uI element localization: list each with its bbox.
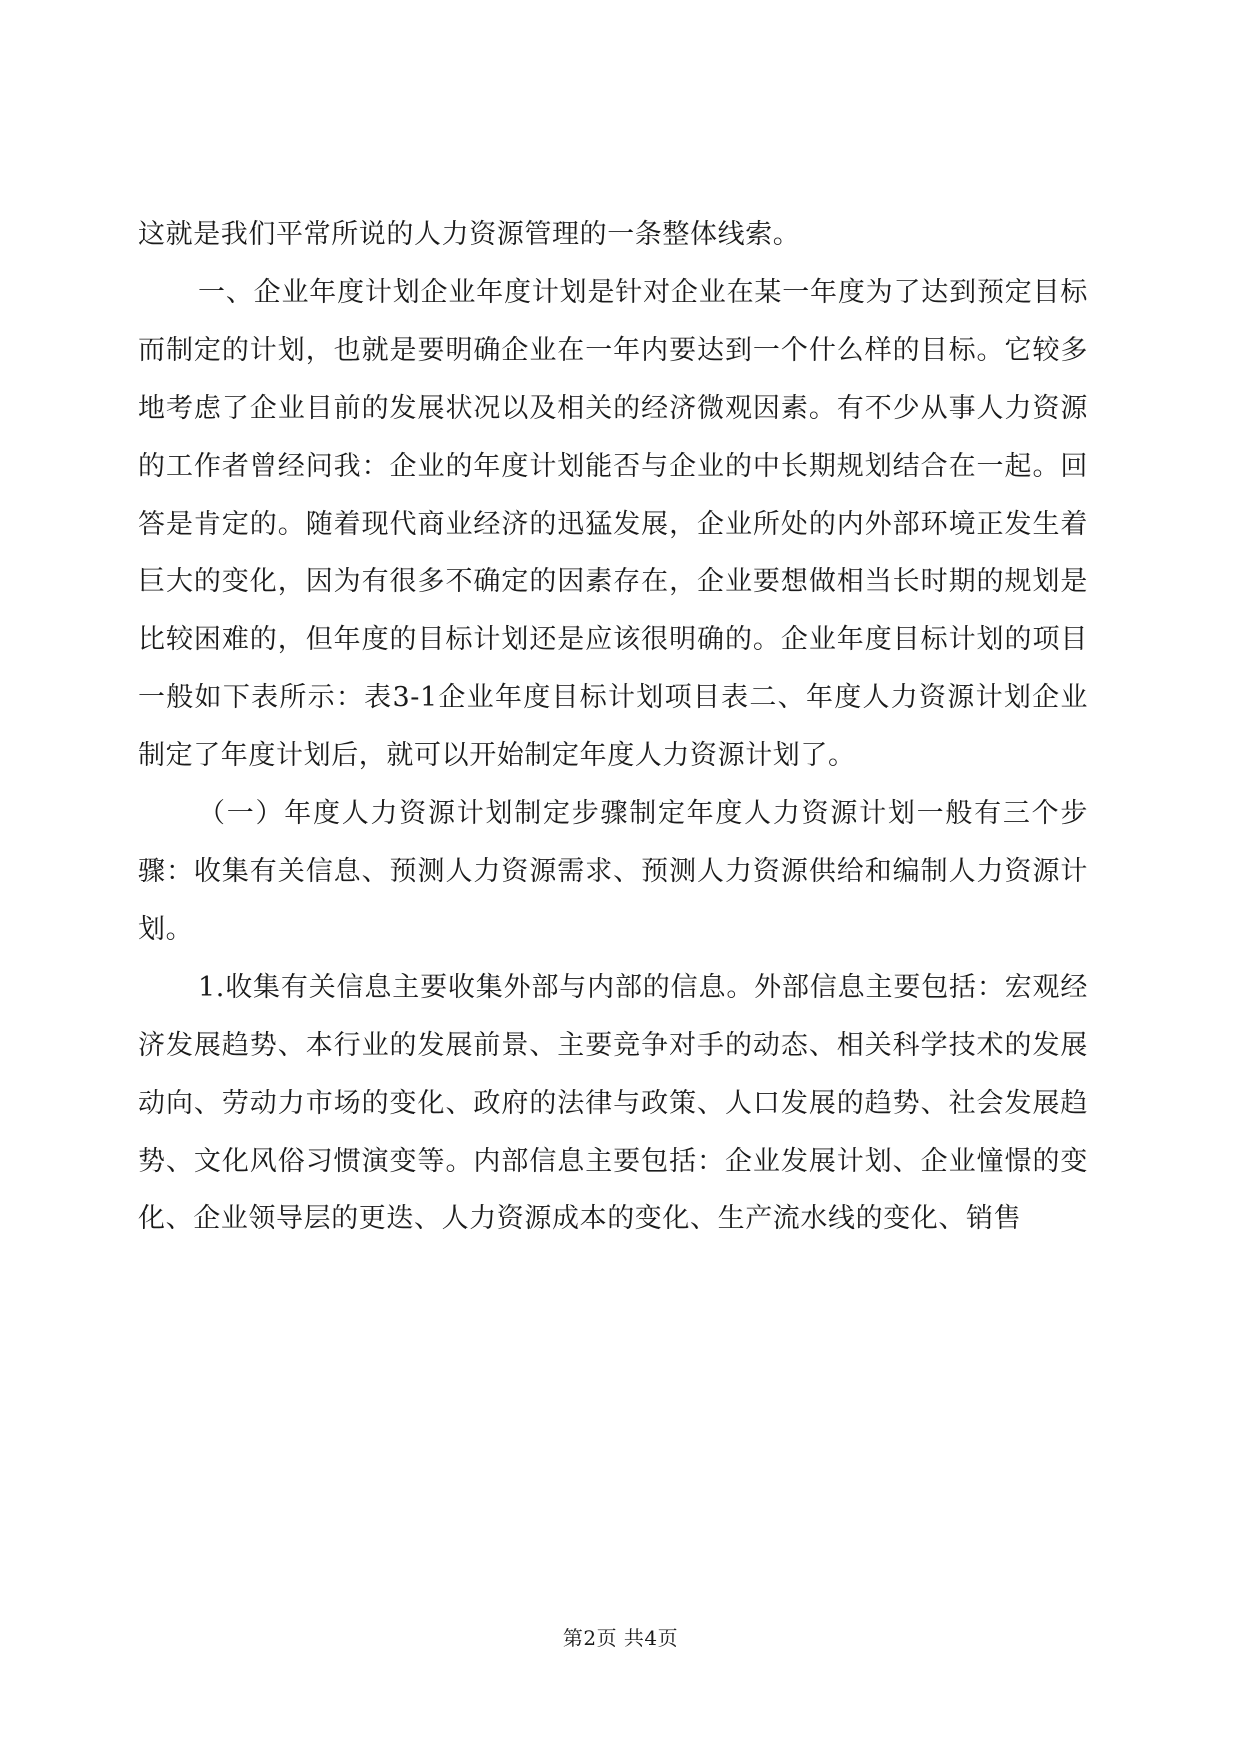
document-body bbox=[138, 206, 1088, 1248]
paragraph-continuation: 这就是我们平常所说的人力资源管理的一条整体线索。 bbox=[138, 219, 801, 250]
page-number-footer: 第2页 共4页 bbox=[562, 1626, 679, 1650]
paragraph-collect-information: 1.收集有关信息主要收集外部与内部的信息。外部信息主要包括：宏观经济发展趋势、本行业的发展前景、主要竞争对手的动态、相关科学技术的发展动向、劳动力市场的变化、政府的法律与政策、人口发展的趋势、社会发展趋势、文化风俗习惯演变等。内部信息主要包括：企业发展计划、企业憧憬的变化、企业领导层的更迭、人力资源成本的变化、生产流水线的变化、销售 bbox=[138, 971, 1088, 1235]
paragraph-hr-plan-steps: （一）年度人力资源计划制定步骤制定年度人力资源计划一般有三个步骤：收集有关信息、预测人力资源需求、预测人力资源供给和编制人力资源计划。 bbox=[138, 798, 1088, 945]
paragraph-annual-plan: 一、企业年度计划企业年度计划是针对企业在某一年度为了达到预定目标而制定的计划，也就是要明确企业在一年内要达到一个什么样的目标。它较多地考虑了企业目前的发展状况以及相关的经济微观因素。有不少从事人力资源的工作者曾经问我：企业的年度计划能否与企业的中长期规划结合在一起。回答是肯定的。随着现代商业经济的迅猛发展，企业所处的内外部环境正发生着巨大的变化，因为有很多不确定的因素存在，企业要想做相当长时期的规划是比较困难的，但年度的目标计划还是应该很明确的。企业年度目标计划的项目一般如下表所示：表3-1企业年度目标计划项目表二、年度人力资源计划企业制定了年度计划后，就可以开始制定年度人力资源计划了。 bbox=[138, 276, 1088, 772]
